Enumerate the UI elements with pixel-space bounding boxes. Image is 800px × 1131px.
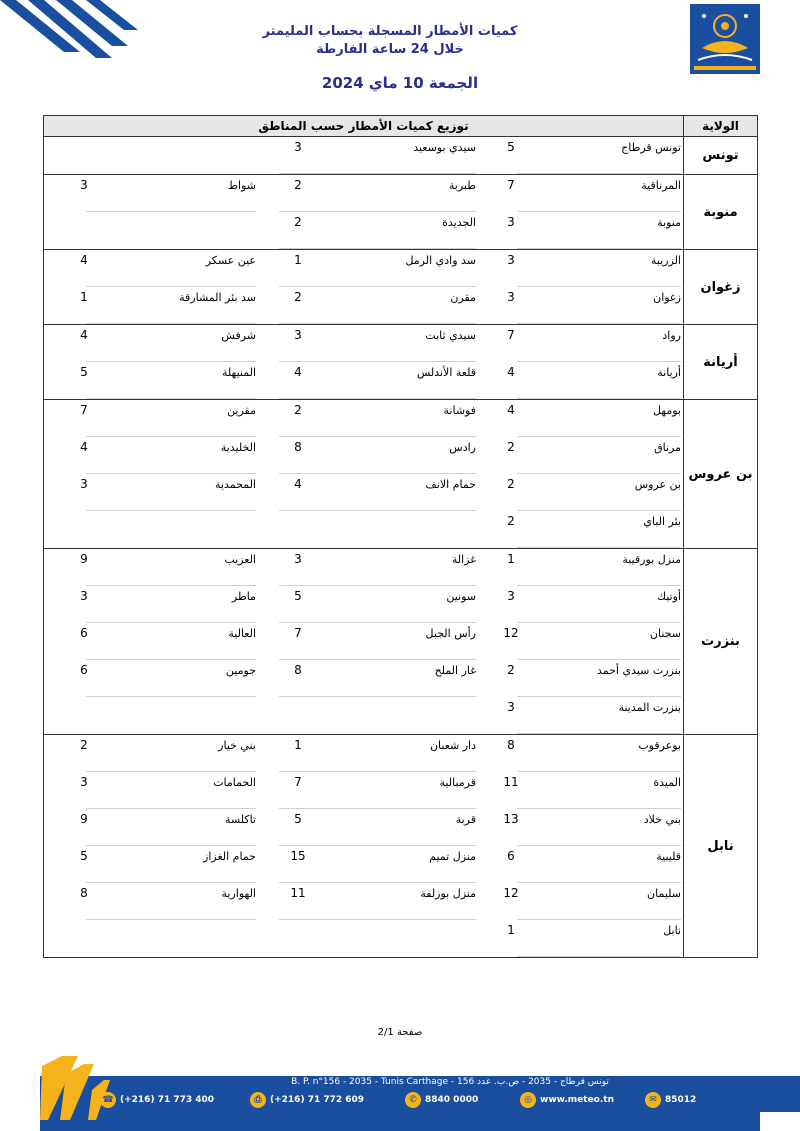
station-name: رواد bbox=[517, 325, 681, 362]
station-name: رادس bbox=[279, 437, 476, 474]
governorate-name: زغوان bbox=[700, 279, 741, 295]
station-name: سيدي ثابت bbox=[279, 325, 476, 362]
station-name: رأس الجبل bbox=[279, 623, 476, 660]
station-name: منزل تميم bbox=[279, 846, 476, 883]
governorate-rows bbox=[44, 250, 684, 324]
rainfall-value: 6 bbox=[80, 663, 88, 677]
rainfall-value: 13 bbox=[503, 812, 519, 826]
governorate-header: الولاية bbox=[684, 116, 757, 136]
station-name: قليبية bbox=[517, 846, 681, 883]
table-row bbox=[44, 212, 683, 249]
fax-icon: ⎙ bbox=[250, 1092, 266, 1108]
footer-contact-text: (+216) 71 773 400 bbox=[120, 1094, 215, 1105]
rainfall-value: 4 bbox=[80, 328, 88, 342]
rainfall-value: 8 bbox=[80, 886, 88, 900]
table-row bbox=[44, 400, 683, 437]
station-name: منزل بورقيبة bbox=[517, 549, 681, 586]
table-row bbox=[44, 175, 683, 212]
station-name: قلعة الأندلس bbox=[279, 362, 476, 399]
report-title: كميات الأمطار المسجلة بحساب المليمتر bbox=[262, 24, 518, 39]
station-name: بنزرت المدينة bbox=[517, 697, 681, 734]
table-row bbox=[44, 883, 683, 920]
rainfall-value: 3 bbox=[80, 477, 88, 491]
footer-contact-text: 8840 0000 bbox=[425, 1094, 479, 1105]
rainfall-value: 5 bbox=[294, 812, 302, 826]
station-name: مرناق bbox=[517, 437, 681, 474]
rainfall-value: 3 bbox=[80, 178, 88, 192]
table-row bbox=[44, 362, 683, 399]
rainfall-value: 3 bbox=[507, 290, 515, 304]
rainfall-value: 7 bbox=[80, 403, 88, 417]
table-row bbox=[44, 511, 683, 548]
table-row bbox=[44, 287, 683, 324]
rainfall-value: 1 bbox=[80, 290, 88, 304]
governorate-block bbox=[44, 735, 757, 957]
footer-address: B. P. n°156 - 2035 - Tunis Carthage - تونس قرطاج - 2035 - ص.ب. عدد 156 bbox=[291, 1077, 609, 1087]
corner-stripes-decoration bbox=[0, 0, 140, 80]
rainfall-value: 9 bbox=[80, 812, 88, 826]
station-name: بوعرقوب bbox=[517, 735, 681, 772]
station-name: تونس قرطاج bbox=[517, 137, 681, 174]
station-name: حمام الانف bbox=[279, 474, 476, 511]
station-name: سد بئر المشارقة bbox=[86, 287, 256, 324]
governorate-rows bbox=[44, 400, 684, 548]
station-name: سد وادي الرمل bbox=[279, 250, 476, 287]
station-name: تاكلسة bbox=[86, 809, 256, 846]
station-name: قرمبالية bbox=[279, 772, 476, 809]
web-icon: ◎ bbox=[520, 1092, 536, 1108]
rainfall-value: 7 bbox=[294, 626, 302, 640]
rainfall-value: 3 bbox=[80, 775, 88, 789]
rainfall-table bbox=[43, 115, 758, 958]
station-name: المحمدية bbox=[86, 474, 256, 511]
report-date: الجمعة 10 ماي 2024 bbox=[321, 74, 479, 92]
station-name: أوتيك bbox=[517, 586, 681, 623]
rainfall-value: 4 bbox=[80, 440, 88, 454]
rainfall-value: 12 bbox=[503, 626, 519, 640]
rainfall-value: 8 bbox=[507, 738, 515, 752]
rainfall-value: 3 bbox=[507, 253, 515, 267]
rainfall-value: 3 bbox=[507, 700, 515, 714]
governorate-name: بنزرت bbox=[701, 634, 740, 649]
rainfall-value: 2 bbox=[507, 440, 515, 454]
table-row bbox=[44, 137, 683, 174]
governorate-block bbox=[44, 400, 757, 549]
footer-contact bbox=[520, 1091, 614, 1108]
station-name: بني خلاد bbox=[517, 809, 681, 846]
station-name: سليمان bbox=[517, 883, 681, 920]
table-row bbox=[44, 325, 683, 362]
station-name: أريانة bbox=[517, 362, 681, 399]
rainfall-value: 2 bbox=[294, 290, 302, 304]
station-name: مقرين bbox=[86, 400, 256, 437]
rainfall-value: 7 bbox=[294, 775, 302, 789]
rainfall-value: 9 bbox=[80, 552, 88, 566]
station-name: بنزرت سيدي أحمد bbox=[517, 660, 681, 697]
rainfall-value: 2 bbox=[507, 477, 515, 491]
footer-contact-text: www.meteo.tn bbox=[540, 1094, 614, 1105]
footer-contact bbox=[645, 1091, 696, 1108]
station-name: بومهل bbox=[517, 400, 681, 437]
station-name: المرناقية bbox=[517, 175, 681, 212]
rainfall-value: 2 bbox=[294, 178, 302, 192]
governorate-rows bbox=[44, 325, 684, 399]
governorate-rows bbox=[44, 137, 684, 174]
rainfall-value: 7 bbox=[507, 178, 515, 192]
rainfall-value: 3 bbox=[294, 328, 302, 342]
footer-contact bbox=[250, 1091, 364, 1108]
table-row bbox=[44, 474, 683, 511]
sms-icon: ✉ bbox=[645, 1092, 661, 1108]
station-name: قربة bbox=[279, 809, 476, 846]
rainfall-value: 5 bbox=[507, 140, 515, 154]
rainfall-value: 1 bbox=[294, 738, 302, 752]
rainfall-value: 1 bbox=[507, 552, 515, 566]
rainfall-value: 11 bbox=[290, 886, 306, 900]
rainfall-value: 3 bbox=[294, 140, 302, 154]
rainfall-value: 4 bbox=[294, 477, 302, 491]
rainfall-value: 2 bbox=[507, 514, 515, 528]
station-name: الحمامات bbox=[86, 772, 256, 809]
governorate-name: أريانة bbox=[703, 354, 738, 370]
table-row bbox=[44, 660, 683, 697]
governorate-rows bbox=[44, 175, 684, 249]
table-row bbox=[44, 623, 683, 660]
station-name: غار الملح bbox=[279, 660, 476, 697]
rainfall-value: 5 bbox=[80, 849, 88, 863]
rainfall-value: 2 bbox=[507, 663, 515, 677]
footer-contact bbox=[405, 1091, 478, 1108]
governorate-rows bbox=[44, 549, 684, 734]
table-row bbox=[44, 437, 683, 474]
governorate-name: تونس bbox=[702, 148, 739, 163]
rainfall-value: 3 bbox=[507, 215, 515, 229]
distribution-header: توزيع كميات الأمطار حسب المناطق bbox=[44, 116, 684, 136]
station-name: سونين bbox=[279, 586, 476, 623]
station-name: الميدة bbox=[517, 772, 681, 809]
table-header-row bbox=[44, 116, 757, 137]
table-row bbox=[44, 920, 683, 957]
governorate-rows bbox=[44, 735, 684, 957]
station-name: الهوارية bbox=[86, 883, 256, 920]
station-name: شرفش bbox=[86, 325, 256, 362]
station-name: بئر الباي bbox=[517, 511, 681, 548]
station-name: فوشانة bbox=[279, 400, 476, 437]
station-name: ماطر bbox=[86, 586, 256, 623]
station-name: غزالة bbox=[279, 549, 476, 586]
mobile-phone-icon: ✆ bbox=[405, 1092, 421, 1108]
phone-icon: ☎ bbox=[100, 1092, 116, 1108]
station-name: مقرن bbox=[279, 287, 476, 324]
station-name: شواط bbox=[86, 175, 256, 212]
station-name: العزيب bbox=[86, 549, 256, 586]
rainfall-value: 2 bbox=[294, 215, 302, 229]
station-name: نابل bbox=[517, 920, 681, 957]
rainfall-value: 2 bbox=[80, 738, 88, 752]
rainfall-value: 12 bbox=[503, 886, 519, 900]
station-name: العالية bbox=[86, 623, 256, 660]
governorate-block bbox=[44, 325, 757, 400]
station-name: الخليدية bbox=[86, 437, 256, 474]
station-name: المنيهلة bbox=[86, 362, 256, 399]
rainfall-value: 4 bbox=[507, 403, 515, 417]
rainfall-value: 8 bbox=[294, 440, 302, 454]
footer-contact-text: (+216) 71 772 609 bbox=[270, 1094, 365, 1105]
rainfall-value: 2 bbox=[294, 403, 302, 417]
rainfall-value: 15 bbox=[290, 849, 306, 863]
rainfall-value: 6 bbox=[80, 626, 88, 640]
station-name: حمام الغزاز bbox=[86, 846, 256, 883]
station-name: سجنان bbox=[517, 623, 681, 660]
table-row bbox=[44, 846, 683, 883]
governorate-name: منوبة bbox=[703, 204, 738, 220]
rainfall-value: 5 bbox=[80, 365, 88, 379]
table-body bbox=[44, 137, 757, 957]
station-name: دار شعبان bbox=[279, 735, 476, 772]
institute-logo bbox=[690, 4, 760, 74]
governorate-name: بن عروس bbox=[688, 466, 753, 482]
station-name: بني خيار bbox=[86, 735, 256, 772]
station-name: الزريبة bbox=[517, 250, 681, 287]
report-subtitle: خلال 24 ساعة الفارطة bbox=[316, 42, 464, 57]
station-name: زغوان bbox=[517, 287, 681, 324]
station-name: سيدي بوسعيد bbox=[279, 137, 476, 174]
rainfall-value: 7 bbox=[507, 328, 515, 342]
station-name: الجديدة bbox=[279, 212, 476, 249]
rainfall-value: 6 bbox=[507, 849, 515, 863]
governorate-block bbox=[44, 250, 757, 325]
rainfall-value: 3 bbox=[507, 589, 515, 603]
table-row bbox=[44, 697, 683, 734]
rainfall-value: 8 bbox=[294, 663, 302, 677]
footer-contact bbox=[100, 1091, 214, 1108]
rainfall-value: 11 bbox=[503, 775, 519, 789]
rainfall-value: 3 bbox=[80, 589, 88, 603]
page-number: صفحة 2/1 bbox=[377, 1027, 423, 1038]
station-name: بن عروس bbox=[517, 474, 681, 511]
station-name: عين عسكر bbox=[86, 250, 256, 287]
rainfall-value: 4 bbox=[80, 253, 88, 267]
governorate-block bbox=[44, 175, 757, 250]
rainfall-value: 4 bbox=[507, 365, 515, 379]
rainfall-value: 5 bbox=[294, 589, 302, 603]
governorate-name: نابل bbox=[707, 838, 734, 854]
table-row bbox=[44, 772, 683, 809]
rainfall-value: 4 bbox=[294, 365, 302, 379]
governorate-block bbox=[44, 549, 757, 735]
footer-contact-text: 85012 bbox=[665, 1094, 697, 1105]
rainfall-value: 1 bbox=[294, 253, 302, 267]
table-row bbox=[44, 549, 683, 586]
governorate-block bbox=[44, 137, 757, 175]
rainfall-value: 3 bbox=[294, 552, 302, 566]
table-row bbox=[44, 809, 683, 846]
station-name: منوبة bbox=[517, 212, 681, 249]
table-row bbox=[44, 586, 683, 623]
station-name: طبربة bbox=[279, 175, 476, 212]
table-row bbox=[44, 250, 683, 287]
station-name: منزل بوزلفة bbox=[279, 883, 476, 920]
table-row bbox=[44, 735, 683, 772]
rainfall-value: 1 bbox=[507, 923, 515, 937]
station-name: جومين bbox=[86, 660, 256, 697]
